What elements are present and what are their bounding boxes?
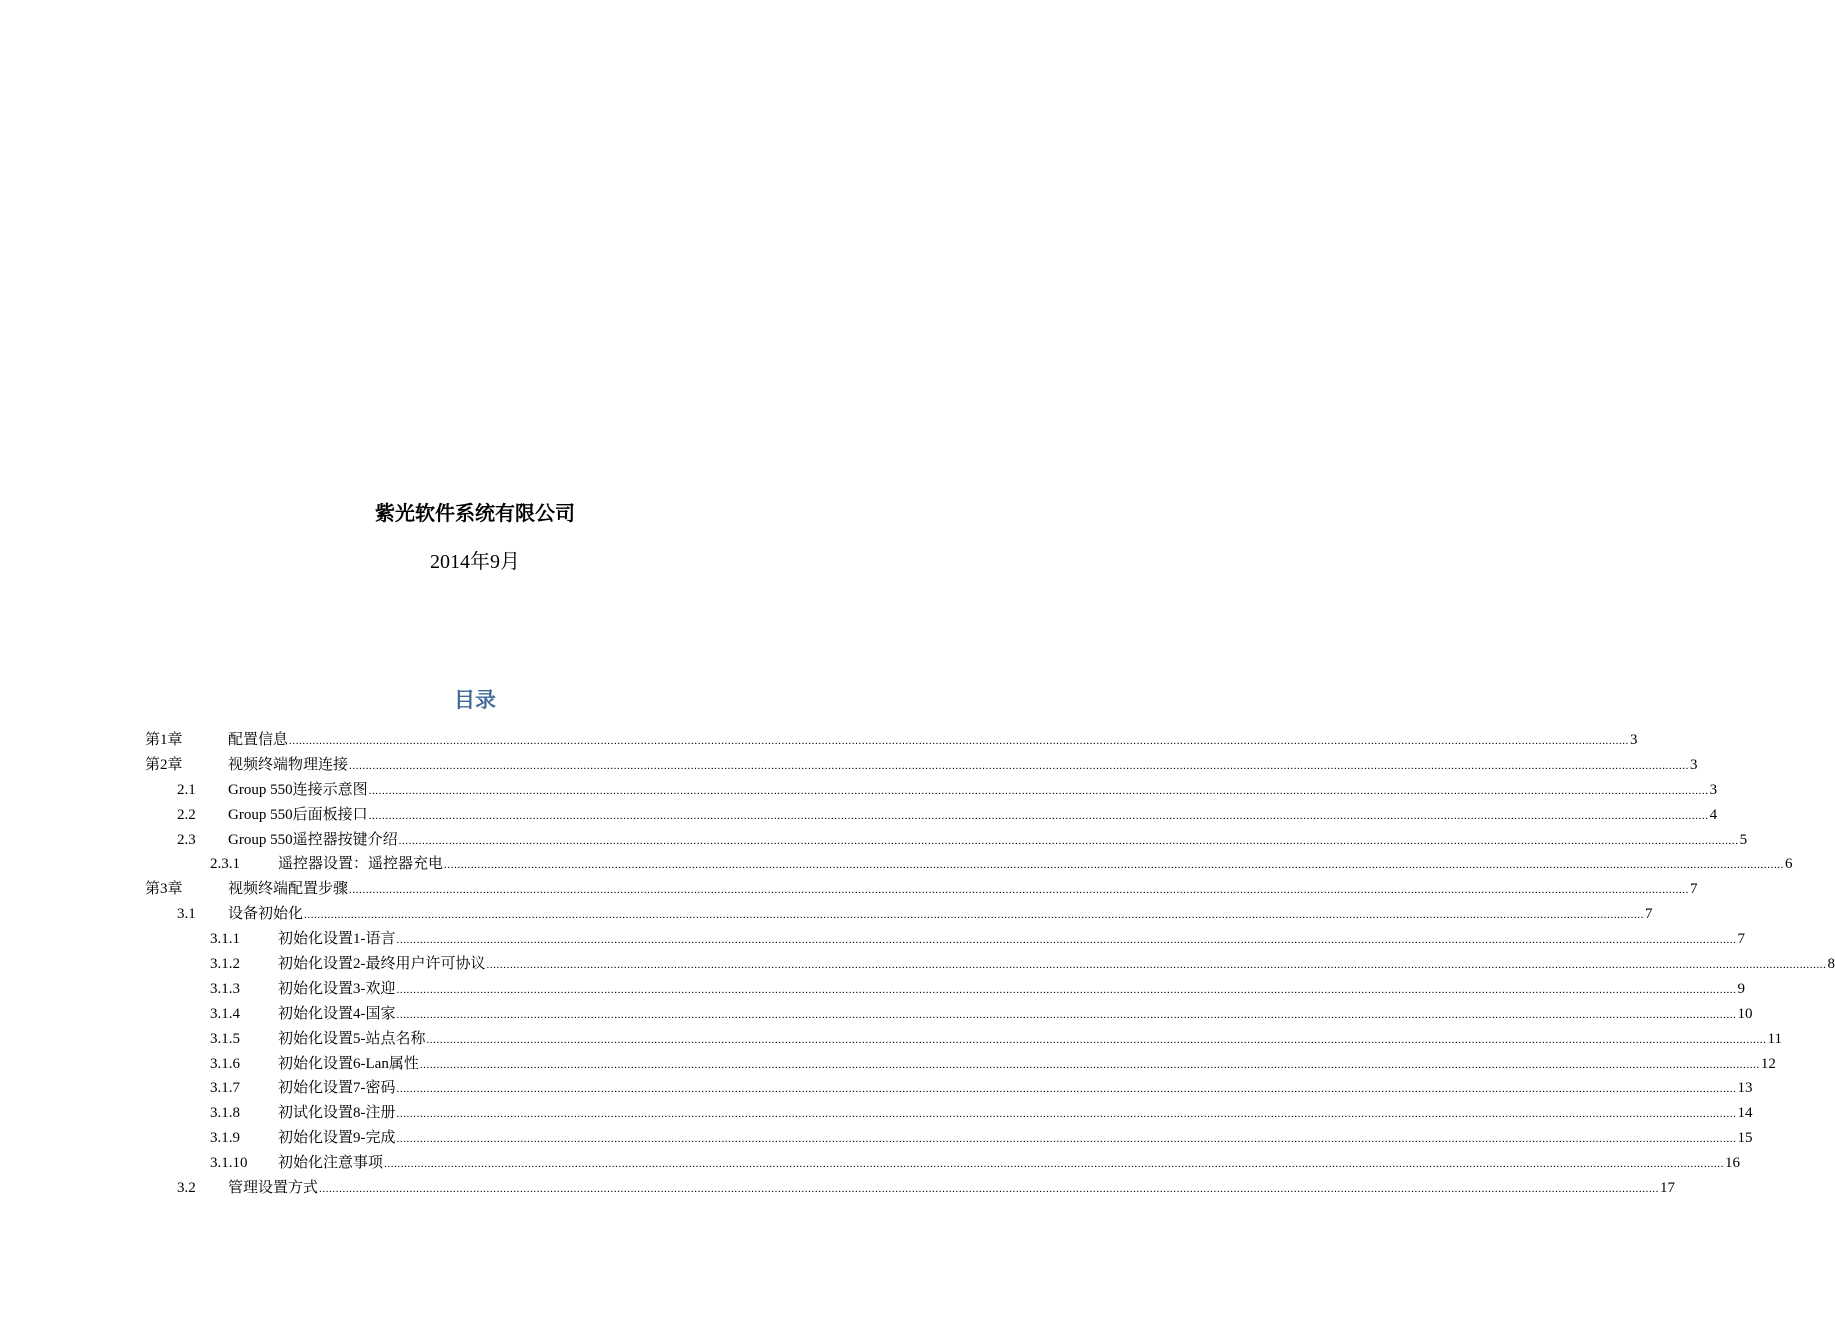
toc-entry-text: 初始化设置6-Lan属性 (278, 1055, 419, 1072)
toc-entry-leader-dots: ................................................................................................................................................................................................................................................................................................................................................................................................................ (396, 1083, 1737, 1096)
toc-entry-leader-dots: ................................................................................................................................................................................................................................................................................................................................................................................................................ (396, 983, 1737, 996)
toc-entry[interactable] (145, 902, 1653, 927)
toc-entry-text: 初始化注意事项 (278, 1155, 384, 1172)
toc-entry-number: 2.3 (177, 831, 196, 848)
toc-entry-page: 10 (1737, 1005, 1753, 1022)
toc-entry-text: Group 550遥控器按键介绍 (228, 831, 398, 848)
table-of-contents (145, 728, 1835, 1201)
toc-entry-leader-dots: ................................................................................................................................................................................................................................................................................................................................................................................................................ (444, 859, 1785, 872)
cover-company-name: 紫光软件系统有限公司 (375, 501, 575, 525)
toc-entry-text: 设备初始化 (228, 906, 304, 923)
toc-entry[interactable] (145, 977, 1745, 1002)
toc-title: 目录 (454, 688, 496, 712)
toc-entry-text: 初始化设置9-完成 (278, 1130, 396, 1147)
toc-entry-number: 3.1.6 (210, 1055, 240, 1072)
toc-entry-leader-dots: ................................................................................................................................................................................................................................................................................................................................................................................................................ (396, 1108, 1737, 1121)
toc-entry-leader-dots: ................................................................................................................................................................................................................................................................................................................................................................................................................ (368, 784, 1709, 797)
toc-entry[interactable] (145, 1151, 1741, 1176)
toc-entry-leader-dots: ................................................................................................................................................................................................................................................................................................................................................................................................................ (304, 909, 1645, 922)
toc-entry-page: 17 (1660, 1180, 1676, 1197)
toc-entry-number: 3.1.7 (210, 1080, 240, 1097)
toc-entry-leader-dots: ................................................................................................................................................................................................................................................................................................................................................................................................................ (426, 1033, 1767, 1046)
toc-entry[interactable] (145, 753, 1698, 778)
toc-entry-page: 3 (1709, 781, 1718, 798)
toc-entry[interactable] (145, 927, 1745, 952)
toc-entry-page: 13 (1737, 1080, 1753, 1097)
toc-entry[interactable] (145, 1101, 1753, 1126)
toc-entry-page: 11 (1767, 1030, 1782, 1047)
toc-entry-leader-dots: ................................................................................................................................................................................................................................................................................................................................................................................................................ (289, 735, 1630, 747)
toc-entry[interactable] (145, 778, 1718, 803)
toc-entry-leader-dots: ................................................................................................................................................................................................................................................................................................................................................................................................................ (396, 1133, 1737, 1146)
toc-entry[interactable] (145, 1176, 1676, 1201)
toc-entry-number: 3.2 (177, 1180, 196, 1197)
toc-entry-leader-dots: ................................................................................................................................................................................................................................................................................................................................................................................................................ (384, 1158, 1725, 1171)
toc-entry-text: 初试化设置8-注册 (278, 1105, 396, 1122)
toc-entry-page: 7 (1690, 881, 1698, 898)
toc-entry-leader-dots: ................................................................................................................................................................................................................................................................................................................................................................................................................ (368, 809, 1709, 822)
toc-entry[interactable] (145, 728, 1638, 753)
toc-entry-leader-dots: ................................................................................................................................................................................................................................................................................................................................................................................................................ (349, 884, 1690, 897)
toc-entry-number: 第3章 (145, 881, 183, 898)
toc-entry-number: 3.1.8 (210, 1105, 240, 1122)
toc-entry-text: 初始化设置7-密码 (278, 1080, 396, 1097)
toc-entry-number: 3.1.2 (210, 956, 240, 973)
toc-entry-number: 2.1 (177, 781, 196, 798)
toc-entry-leader-dots: ................................................................................................................................................................................................................................................................................................................................................................................................................ (319, 1183, 1660, 1196)
toc-entry-page: 7 (1645, 906, 1653, 923)
toc-entry-text: 初始化设置5-站点名称 (278, 1030, 426, 1047)
toc-entry-leader-dots: ................................................................................................................................................................................................................................................................................................................................................................................................................ (396, 1008, 1737, 1021)
toc-entry-number: 3.1.10 (210, 1155, 248, 1172)
toc-entry[interactable] (145, 1027, 1782, 1052)
toc-entry-number: 2.2 (177, 806, 196, 823)
toc-entry-text: 初始化设置3-欢迎 (278, 980, 396, 997)
toc-entry-leader-dots: ................................................................................................................................................................................................................................................................................................................................................................................................................ (349, 759, 1690, 772)
toc-entry-text: 管理设置方式 (228, 1180, 319, 1197)
toc-entry-text: Group 550连接示意图 (228, 781, 368, 798)
toc-entry[interactable] (145, 1126, 1753, 1151)
toc-entry-number: 3.1.9 (210, 1130, 240, 1147)
toc-entry-leader-dots: ................................................................................................................................................................................................................................................................................................................................................................................................................ (419, 1058, 1760, 1071)
toc-entry-text: 配置信息 (228, 732, 289, 748)
toc-entry-page: 12 (1760, 1055, 1776, 1072)
toc-entry-page: 3 (1630, 732, 1638, 748)
toc-entry[interactable] (145, 952, 1835, 977)
toc-entry-text: 初始化设置4-国家 (278, 1005, 396, 1022)
toc-entry-number: 3.1.1 (210, 931, 240, 948)
toc-entry-number: 3.1 (177, 906, 196, 923)
toc-entry-text: 遥控器设置：遥控器充电 (278, 856, 444, 873)
toc-entry-number: 3.1.3 (210, 980, 240, 997)
toc-entry[interactable] (145, 1076, 1753, 1101)
toc-entry-page: 14 (1737, 1105, 1753, 1122)
toc-entry-page: 4 (1709, 806, 1718, 823)
toc-entry-page: 8 (1827, 956, 1835, 973)
toc-entry-text: 视频终端物理连接 (228, 756, 349, 773)
toc-entry[interactable] (145, 803, 1718, 828)
toc-entry-text: 视频终端配置步骤 (228, 881, 349, 898)
toc-entry-number: 2.3.1 (210, 856, 240, 873)
toc-entry-text: Group 550后面板接口 (228, 806, 368, 823)
toc-entry-page: 7 (1737, 931, 1745, 948)
toc-entry-page: 16 (1725, 1155, 1741, 1172)
toc-entry-page: 3 (1690, 756, 1698, 773)
toc-entry[interactable] (145, 828, 1748, 853)
toc-entry-leader-dots: ................................................................................................................................................................................................................................................................................................................................................................................................................ (396, 934, 1737, 947)
toc-entry-number: 第1章 (145, 732, 183, 748)
toc-entry-text: 初始化设置1-语言 (278, 931, 396, 948)
cover-date: 2014年9月 (430, 551, 520, 573)
toc-entry-leader-dots: ................................................................................................................................................................................................................................................................................................................................................................................................................ (398, 834, 1739, 847)
toc-entry[interactable] (145, 1052, 1776, 1077)
toc-entry[interactable] (145, 1002, 1753, 1027)
toc-entry-page: 9 (1737, 980, 1745, 997)
toc-entry-number: 3.1.4 (210, 1005, 240, 1022)
toc-entry-page: 5 (1739, 831, 1748, 848)
toc-entry[interactable] (145, 852, 1793, 877)
toc-entry-page: 15 (1737, 1130, 1753, 1147)
toc-entry-number: 第2章 (145, 756, 183, 773)
toc-entry-page: 6 (1785, 856, 1793, 873)
toc-entry-number: 3.1.5 (210, 1030, 240, 1047)
toc-entry-leader-dots: ................................................................................................................................................................................................................................................................................................................................................................................................................ (486, 959, 1827, 972)
toc-entry-text: 初始化设置2-最终用户许可协议 (278, 956, 486, 973)
toc-entry[interactable] (145, 877, 1698, 902)
